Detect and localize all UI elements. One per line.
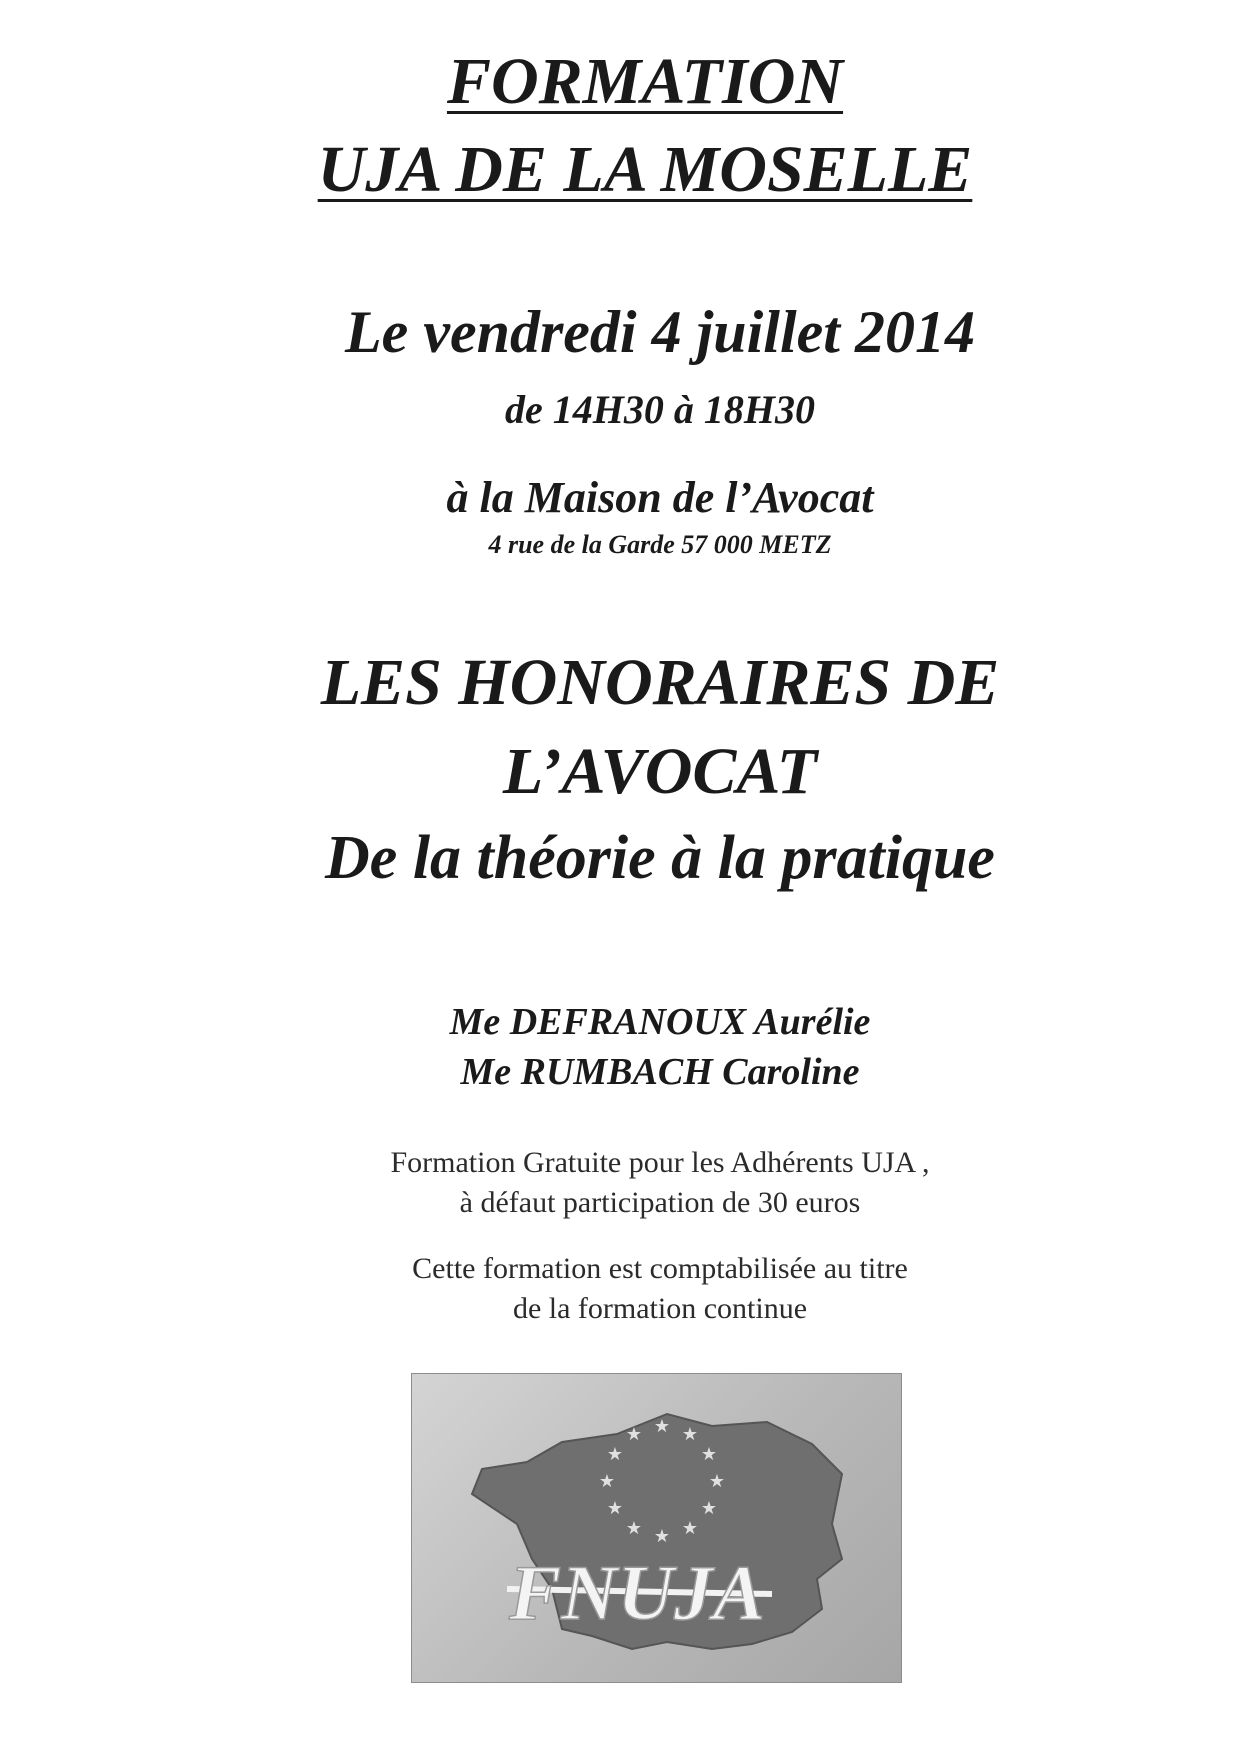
svg-text:★: ★ — [700, 1498, 718, 1519]
speaker-2: Me RUMBACH Caroline — [460, 1051, 860, 1093]
event-venue: à la Maison de l’Avocat — [446, 473, 874, 522]
topic-line-1: LES HONORAIRES DE — [320, 646, 1000, 719]
event-time: de 14H30 à 18H30 — [505, 387, 815, 432]
svg-text:★: ★ — [653, 1526, 671, 1547]
svg-text:★: ★ — [653, 1416, 671, 1437]
svg-text:★: ★ — [681, 1424, 699, 1445]
speaker-1: Me DEFRANOUX Aurélie — [449, 1001, 871, 1043]
title-line-2: UJA DE LA MOSELLE — [317, 133, 973, 206]
topic-line-2: L’AVOCAT — [502, 735, 818, 808]
fnuja-logo-icon — [411, 1373, 902, 1683]
svg-text:★: ★ — [700, 1444, 718, 1465]
svg-text:★: ★ — [625, 1424, 643, 1445]
event-address: 4 rue de la Garde 57 000 METZ — [488, 530, 832, 559]
fnuja-logo-graphic — [412, 1374, 901, 1682]
svg-text:★: ★ — [606, 1498, 624, 1519]
logo-text: FNUJA — [509, 1549, 765, 1636]
svg-text:★: ★ — [708, 1471, 726, 1492]
fee-line-2: à défaut participation de 30 euros — [459, 1186, 861, 1219]
title-line-1: FORMATION — [446, 45, 844, 118]
svg-text:★: ★ — [681, 1518, 699, 1539]
fee-line-1: Formation Gratuite pour les Adhérents UJA , — [390, 1146, 930, 1179]
svg-text:★: ★ — [606, 1444, 624, 1465]
event-date: Le vendredi 4 juillet 2014 — [345, 299, 975, 365]
credit-line-2: de la formation continue — [512, 1292, 808, 1325]
credit-line-1: Cette formation est comptabilisée au titre — [412, 1252, 908, 1285]
svg-text:★: ★ — [598, 1471, 616, 1492]
svg-text:★: ★ — [625, 1518, 643, 1539]
topic-line-3: De la théorie à la pratique — [325, 824, 995, 892]
